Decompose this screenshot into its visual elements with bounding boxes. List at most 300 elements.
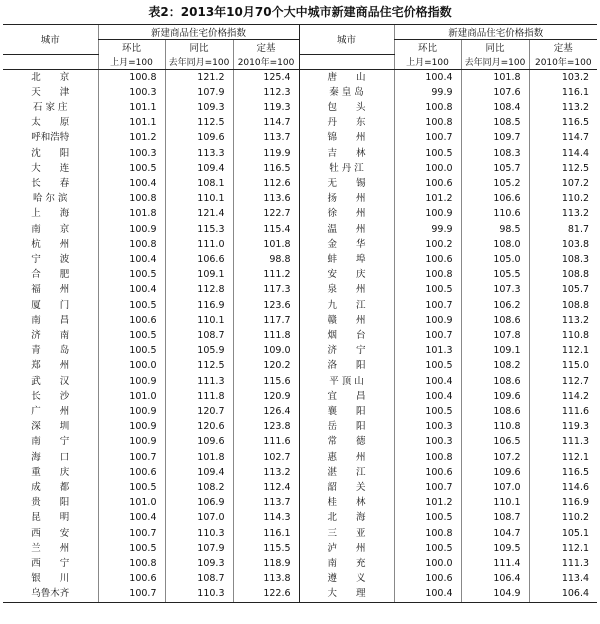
mom-value-left: 100.4 <box>98 176 165 191</box>
mom-value-right: 100.4 <box>394 586 461 602</box>
city-name-left: 乌鲁木齐 <box>3 586 98 602</box>
table-row <box>3 480 597 495</box>
mom-value-left: 101.8 <box>98 206 165 221</box>
base-value-right: 103.8 <box>529 237 597 252</box>
city-name-right: 蚌 埠 <box>299 252 394 267</box>
mom-value-left: 100.5 <box>98 328 165 343</box>
yoy-value-right: 108.6 <box>461 313 529 328</box>
mom-value-right: 100.6 <box>394 465 461 480</box>
yoy-value-right: 106.4 <box>461 571 529 586</box>
mom-value-left: 100.9 <box>98 374 165 389</box>
mom-value-left: 100.3 <box>98 146 165 161</box>
city-name-left: 合 肥 <box>31 269 70 281</box>
city-name-left: 青 岛 <box>31 345 70 357</box>
base-value-right: 103.2 <box>529 69 597 85</box>
base-value-left: 114.3 <box>233 510 299 525</box>
mom-value-left: 100.6 <box>98 313 165 328</box>
base-value-right: 105.1 <box>529 526 597 541</box>
base-value-right: 112.1 <box>529 541 597 556</box>
yoy-value-left: 108.2 <box>165 480 233 495</box>
table-row <box>3 586 597 602</box>
base-unit-right: 2010年=100 <box>529 54 597 69</box>
table-row <box>3 450 597 465</box>
city-name-left: 郑 州 <box>31 360 70 372</box>
table-row <box>3 100 597 115</box>
city-name-right: 泉 州 <box>299 282 394 297</box>
mom-value-left: 100.8 <box>98 237 165 252</box>
base-value-left: 113.8 <box>233 571 299 586</box>
mom-value-left: 100.7 <box>98 450 165 465</box>
table-row <box>3 556 597 571</box>
mom-value-left: 101.1 <box>98 115 165 130</box>
base-value-right: 107.2 <box>529 176 597 191</box>
table-row <box>3 237 597 252</box>
mom-value-left: 100.5 <box>98 343 165 358</box>
base-value-left: 113.7 <box>233 495 299 510</box>
table-row <box>3 130 597 145</box>
city-name-left: 成 都 <box>31 481 70 493</box>
mom-header-right: 环比 <box>394 40 461 55</box>
yoy-value-left: 108.7 <box>165 328 233 343</box>
table-row <box>3 267 597 282</box>
city-name-right: 扬 州 <box>299 191 394 206</box>
mom-value-right: 100.6 <box>394 571 461 586</box>
table-row <box>3 69 597 85</box>
city-name-right: 宜 昌 <box>299 389 394 404</box>
mom-value-left: 100.6 <box>98 571 165 586</box>
mom-value-right: 100.0 <box>394 161 461 176</box>
mom-value-right: 100.8 <box>394 100 461 115</box>
yoy-value-left: 113.3 <box>165 146 233 161</box>
base-value-left: 123.6 <box>233 298 299 313</box>
yoy-value-left: 106.6 <box>165 252 233 267</box>
table-row <box>3 85 597 100</box>
city-name-right: 秦 皇 岛 <box>299 85 394 100</box>
yoy-value-left: 109.6 <box>165 130 233 145</box>
mom-value-right: 100.2 <box>394 237 461 252</box>
mom-value-left: 100.5 <box>98 161 165 176</box>
city-name-left: 南 宁 <box>31 436 70 448</box>
mom-value-left: 100.9 <box>98 419 165 434</box>
base-value-right: 115.0 <box>529 358 597 373</box>
city-name-left: 济 南 <box>31 329 70 341</box>
base-value-right: 116.5 <box>529 465 597 480</box>
base-value-right: 112.1 <box>529 450 597 465</box>
yoy-value-left: 121.4 <box>165 206 233 221</box>
base-value-left: 117.7 <box>233 313 299 328</box>
base-value-right: 81.7 <box>529 222 597 237</box>
city-name-left: 南 京 <box>31 223 70 235</box>
city-name-right: 吉 林 <box>299 146 394 161</box>
base-value-right: 112.7 <box>529 374 597 389</box>
mom-value-left: 100.4 <box>98 252 165 267</box>
city-name-right: 锦 州 <box>299 130 394 145</box>
mom-value-right: 100.6 <box>394 176 461 191</box>
mom-value-left: 100.3 <box>98 85 165 100</box>
yoy-value-right: 108.0 <box>461 237 529 252</box>
mom-value-left: 100.8 <box>98 556 165 571</box>
mom-value-left: 101.0 <box>98 495 165 510</box>
yoy-value-left: 111.3 <box>165 374 233 389</box>
yoy-value-right: 104.9 <box>461 586 529 602</box>
yoy-value-left: 111.8 <box>165 389 233 404</box>
city-name-right: 惠 州 <box>299 450 394 465</box>
base-value-right: 108.8 <box>529 298 597 313</box>
yoy-value-right: 98.5 <box>461 222 529 237</box>
base-value-right: 111.6 <box>529 404 597 419</box>
city-name-right: 金 华 <box>299 237 394 252</box>
city-name-right: 温 州 <box>299 222 394 237</box>
city-name-left: 上 海 <box>31 208 70 220</box>
base-value-left: 120.9 <box>233 389 299 404</box>
yoy-value-left: 109.3 <box>165 556 233 571</box>
table-row <box>3 465 597 480</box>
city-unit-spacer-left <box>3 54 98 69</box>
yoy-value-right: 106.6 <box>461 191 529 206</box>
base-value-right: 113.2 <box>529 313 597 328</box>
city-name-right: 烟 台 <box>299 328 394 343</box>
table-row <box>3 389 597 404</box>
city-name-left: 太 原 <box>31 117 70 129</box>
base-value-left: 102.7 <box>233 450 299 465</box>
yoy-value-left: 112.5 <box>165 358 233 373</box>
yoy-value-right: 107.3 <box>461 282 529 297</box>
yoy-value-left: 110.3 <box>165 526 233 541</box>
base-unit-left: 2010年=100 <box>233 54 299 69</box>
mom-value-right: 101.2 <box>394 495 461 510</box>
city-name-left: 大 连 <box>31 162 70 174</box>
base-value-left: 111.8 <box>233 328 299 343</box>
yoy-value-right: 101.8 <box>461 69 529 85</box>
table-row <box>3 282 597 297</box>
table-row <box>3 541 597 556</box>
yoy-value-right: 105.5 <box>461 267 529 282</box>
table-row <box>3 206 597 221</box>
mom-value-right: 100.8 <box>394 267 461 282</box>
table-row <box>3 495 597 510</box>
yoy-value-right: 106.5 <box>461 434 529 449</box>
yoy-value-left: 109.1 <box>165 267 233 282</box>
city-name-right: 济 宁 <box>299 343 394 358</box>
table-row <box>3 115 597 130</box>
base-value-left: 98.8 <box>233 252 299 267</box>
mom-value-right: 101.2 <box>394 191 461 206</box>
base-value-right: 110.2 <box>529 510 597 525</box>
base-value-right: 108.8 <box>529 267 597 282</box>
base-header-right: 定基 <box>529 40 597 55</box>
yoy-value-right: 105.0 <box>461 252 529 267</box>
yoy-value-right: 108.2 <box>461 358 529 373</box>
mom-value-right: 100.9 <box>394 313 461 328</box>
yoy-value-left: 109.4 <box>165 161 233 176</box>
table-row <box>3 176 597 191</box>
city-name-right: 泸 州 <box>299 541 394 556</box>
mom-value-left: 100.7 <box>98 526 165 541</box>
base-value-left: 119.3 <box>233 100 299 115</box>
yoy-value-right: 107.8 <box>461 328 529 343</box>
mom-value-left: 100.7 <box>98 586 165 602</box>
table-row <box>3 526 597 541</box>
mom-value-right: 100.5 <box>394 404 461 419</box>
mom-value-right: 100.4 <box>394 69 461 85</box>
mom-unit-right: 上月=100 <box>394 54 461 69</box>
mom-unit-left: 上月=100 <box>98 54 165 69</box>
yoy-value-right: 105.2 <box>461 176 529 191</box>
base-value-left: 113.6 <box>233 191 299 206</box>
base-value-right: 113.4 <box>529 571 597 586</box>
city-name-right: 唐 山 <box>299 69 394 85</box>
yoy-value-left: 101.8 <box>165 450 233 465</box>
city-name-left: 宁 波 <box>31 253 70 265</box>
mom-value-right: 100.8 <box>394 450 461 465</box>
table-header <box>3 25 597 70</box>
base-header-left: 定基 <box>233 40 299 55</box>
table-row <box>3 404 597 419</box>
city-name-left: 长 沙 <box>31 390 70 402</box>
city-name-right: 平 顶 山 <box>299 374 394 389</box>
mom-value-left: 101.1 <box>98 100 165 115</box>
yoy-value-right: 108.7 <box>461 510 529 525</box>
mom-value-right: 99.9 <box>394 222 461 237</box>
yoy-value-right: 107.6 <box>461 85 529 100</box>
city-name-right: 赣 州 <box>299 313 394 328</box>
city-name-left: 重 庆 <box>31 466 70 478</box>
city-name-left: 深 圳 <box>31 421 70 433</box>
base-value-right: 111.3 <box>529 556 597 571</box>
base-value-left: 112.6 <box>233 176 299 191</box>
mom-value-right: 100.0 <box>394 556 461 571</box>
mom-value-left: 100.4 <box>98 510 165 525</box>
yoy-unit-right: 去年同月=100 <box>461 54 529 69</box>
table-row <box>3 191 597 206</box>
mom-value-right: 100.3 <box>394 419 461 434</box>
city-name-right: 襄 阳 <box>299 404 394 419</box>
table-row <box>3 161 597 176</box>
table-row <box>3 510 597 525</box>
city-name-left: 福 州 <box>31 284 70 296</box>
yoy-value-left: 112.5 <box>165 115 233 130</box>
base-value-right: 106.4 <box>529 586 597 602</box>
base-value-left: 116.5 <box>233 161 299 176</box>
table-row <box>3 358 597 373</box>
mom-value-right: 100.5 <box>394 358 461 373</box>
city-name-right: 北 海 <box>299 510 394 525</box>
base-value-left: 117.3 <box>233 282 299 297</box>
table-title: 表2：2013年10月70个大中城市新建商品住宅价格指数 <box>148 5 452 19</box>
mom-value-right: 100.7 <box>394 298 461 313</box>
mom-value-right: 100.4 <box>394 374 461 389</box>
city-name-left: 沈 阳 <box>31 147 70 159</box>
table-row <box>3 571 597 586</box>
table-body <box>3 69 597 602</box>
mom-value-left: 100.5 <box>98 267 165 282</box>
yoy-value-right: 109.6 <box>461 389 529 404</box>
yoy-value-right: 109.7 <box>461 130 529 145</box>
price-index-table <box>3 24 597 603</box>
city-name-left: 北 京 <box>31 71 70 83</box>
mom-value-left: 101.0 <box>98 389 165 404</box>
base-value-left: 109.0 <box>233 343 299 358</box>
mom-value-left: 100.9 <box>98 434 165 449</box>
table-row <box>3 146 597 161</box>
base-value-left: 118.9 <box>233 556 299 571</box>
yoy-value-right: 106.2 <box>461 298 529 313</box>
base-value-right: 116.1 <box>529 85 597 100</box>
mom-value-left: 100.5 <box>98 541 165 556</box>
yoy-value-right: 109.5 <box>461 541 529 556</box>
base-value-left: 125.4 <box>233 69 299 85</box>
yoy-value-left: 110.1 <box>165 313 233 328</box>
table-row <box>3 419 597 434</box>
base-value-right: 112.1 <box>529 343 597 358</box>
yoy-value-left: 115.3 <box>165 222 233 237</box>
city-name-left: 杭 州 <box>31 238 70 250</box>
mom-value-right: 100.5 <box>394 282 461 297</box>
yoy-value-left: 107.9 <box>165 541 233 556</box>
city-name-left: 西 宁 <box>31 558 70 569</box>
yoy-value-right: 110.8 <box>461 419 529 434</box>
base-value-left: 123.8 <box>233 419 299 434</box>
mom-value-left: 100.5 <box>98 480 165 495</box>
mom-value-right: 100.6 <box>394 252 461 267</box>
mom-value-right: 99.9 <box>394 85 461 100</box>
city-column-header-right: 城市 <box>299 25 394 55</box>
city-name-right: 丹 东 <box>299 115 394 130</box>
city-name-right: 九 江 <box>299 298 394 313</box>
table-row <box>3 343 597 358</box>
mom-value-right: 100.5 <box>394 541 461 556</box>
city-name-right: 南 充 <box>299 556 394 571</box>
city-name-right: 牡 丹 江 <box>299 161 394 176</box>
yoy-value-left: 109.4 <box>165 465 233 480</box>
city-name-right: 无 锡 <box>299 176 394 191</box>
yoy-value-right: 109.1 <box>461 343 529 358</box>
city-name-left: 石 家 庄 <box>32 101 68 113</box>
city-name-right: 安 庆 <box>299 267 394 282</box>
yoy-value-left: 108.1 <box>165 176 233 191</box>
base-value-left: 115.4 <box>233 222 299 237</box>
mom-value-left: 100.9 <box>98 404 165 419</box>
yoy-value-left: 107.0 <box>165 510 233 525</box>
mom-value-right: 100.8 <box>394 115 461 130</box>
city-name-right: 三 亚 <box>299 526 394 541</box>
yoy-header-left: 同比 <box>165 40 233 55</box>
mom-value-left: 100.0 <box>98 358 165 373</box>
base-value-right: 108.3 <box>529 252 597 267</box>
yoy-value-left: 121.2 <box>165 69 233 85</box>
city-name-right: 遵 义 <box>299 571 394 586</box>
yoy-value-left: 112.8 <box>165 282 233 297</box>
yoy-value-left: 109.3 <box>165 100 233 115</box>
yoy-value-right: 108.6 <box>461 404 529 419</box>
yoy-value-left: 111.0 <box>165 237 233 252</box>
mom-value-left: 100.8 <box>98 191 165 206</box>
mom-value-left: 100.9 <box>98 222 165 237</box>
yoy-value-left: 107.9 <box>165 85 233 100</box>
base-value-left: 113.7 <box>233 130 299 145</box>
city-name-left: 银 川 <box>31 573 70 585</box>
city-unit-spacer-right <box>299 54 394 69</box>
city-name-left: 兰 州 <box>31 542 70 554</box>
base-value-left: 115.5 <box>233 541 299 556</box>
mom-value-right: 100.5 <box>394 510 461 525</box>
base-value-right: 113.2 <box>529 100 597 115</box>
city-name-left: 呼和浩特 <box>31 132 70 144</box>
mom-value-right: 100.9 <box>394 206 461 221</box>
city-name-right: 韶 关 <box>299 480 394 495</box>
city-name-right: 常 德 <box>299 434 394 449</box>
base-value-right: 105.7 <box>529 282 597 297</box>
city-name-left: 厦 门 <box>31 299 70 311</box>
yoy-unit-left: 去年同月=100 <box>165 54 233 69</box>
index-group-header-right: 新建商品住宅价格指数 <box>394 25 597 40</box>
city-name-left: 天 津 <box>31 86 70 98</box>
index-group-header-left: 新建商品住宅价格指数 <box>98 25 299 40</box>
base-value-left: 101.8 <box>233 237 299 252</box>
table-row <box>3 252 597 267</box>
base-value-right: 116.5 <box>529 115 597 130</box>
mom-value-right: 100.7 <box>394 480 461 495</box>
yoy-value-left: 116.9 <box>165 298 233 313</box>
base-value-right: 114.2 <box>529 389 597 404</box>
base-value-right: 114.7 <box>529 130 597 145</box>
mom-value-right: 100.4 <box>394 389 461 404</box>
yoy-value-left: 120.7 <box>165 404 233 419</box>
mom-value-left: 100.8 <box>98 69 165 85</box>
base-value-left: 113.2 <box>233 465 299 480</box>
yoy-value-right: 109.6 <box>461 465 529 480</box>
base-value-left: 116.1 <box>233 526 299 541</box>
base-value-right: 110.8 <box>529 328 597 343</box>
base-value-right: 114.6 <box>529 480 597 495</box>
yoy-value-right: 110.6 <box>461 206 529 221</box>
base-value-left: 112.4 <box>233 480 299 495</box>
city-name-left: 西 安 <box>31 527 70 539</box>
city-name-left: 哈 尔 滨 <box>32 193 68 205</box>
mom-value-left: 100.6 <box>98 465 165 480</box>
city-name-right: 岳 阳 <box>299 419 394 434</box>
mom-value-right: 100.5 <box>394 146 461 161</box>
base-value-right: 114.4 <box>529 146 597 161</box>
base-value-left: 114.7 <box>233 115 299 130</box>
base-value-left: 122.6 <box>233 586 299 602</box>
base-value-left: 122.7 <box>233 206 299 221</box>
mom-value-left: 100.4 <box>98 282 165 297</box>
table-row <box>3 298 597 313</box>
yoy-value-right: 108.4 <box>461 100 529 115</box>
city-name-left: 昆 明 <box>31 512 70 524</box>
base-value-left: 115.6 <box>233 374 299 389</box>
yoy-value-right: 104.7 <box>461 526 529 541</box>
base-value-right: 112.5 <box>529 161 597 176</box>
yoy-value-left: 105.9 <box>165 343 233 358</box>
city-name-left: 武 汉 <box>31 375 70 387</box>
city-name-right: 湛 江 <box>299 465 394 480</box>
mom-value-left: 100.5 <box>98 298 165 313</box>
mom-value-right: 100.7 <box>394 130 461 145</box>
mom-value-right: 100.8 <box>394 526 461 541</box>
yoy-value-left: 110.1 <box>165 191 233 206</box>
mom-value-right: 100.3 <box>394 434 461 449</box>
table-row <box>3 313 597 328</box>
yoy-value-right: 108.5 <box>461 115 529 130</box>
city-name-left: 广 州 <box>31 405 70 417</box>
base-value-left: 120.2 <box>233 358 299 373</box>
city-name-right: 包 头 <box>299 100 394 115</box>
yoy-value-right: 105.7 <box>461 161 529 176</box>
city-name-right: 桂 林 <box>299 495 394 510</box>
mom-value-left: 101.2 <box>98 130 165 145</box>
